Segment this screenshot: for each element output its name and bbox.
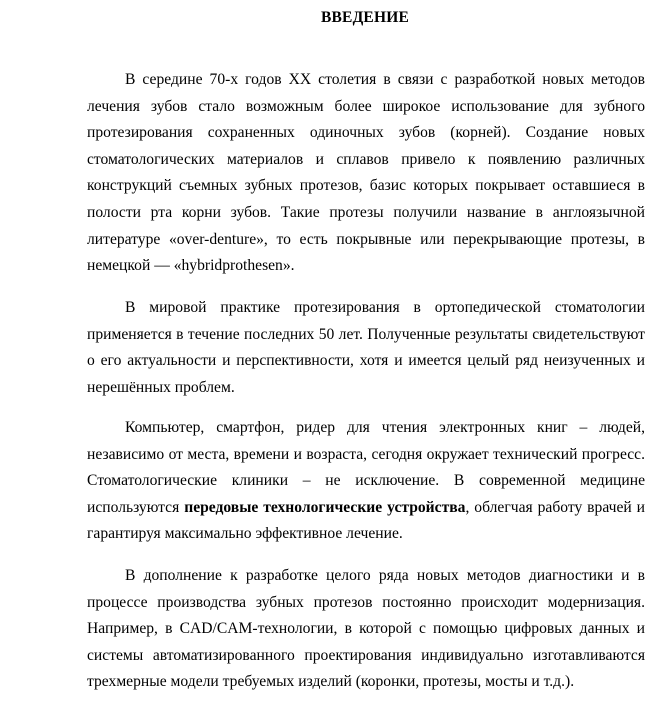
paragraph-modernization: В дополнение к разработке целого ряда новых методов диагностики и в процессе производства зубных протезов постоянно происходит модернизация. Например, в CAD/CAM-технологии, в которой с помощью цифровых данных и системы автоматизированного проектирования индивидуально изготавливаются трехмерные модели требуемых изделий (коронки, протезы, мосты и т.д.).	[87, 567, 645, 691]
bold-phrase: передовые технологические устройства	[184, 498, 466, 516]
page-title: ВВЕДЕНИЕ	[320, 9, 410, 26]
paragraph-intro: В середине 70-х годов XX столетия в связи с разработкой новых методов лечения зубов стало возможным более широкое использование для зубного протезирования сохраненных одиночных зубов (корней). Создание новых стоматологических материалов и сплавов привело к появлению различных конструкций съемных зубных протезов, базис которых покрывает оставшиеся в полости рта корни зубов. Такие протезы получили название в англоязычной литературе «over-denture», то есть покрывные или перекрывающие протезы, в немецкой — «hybridprothesen».	[87, 71, 645, 275]
paragraph-text-start: Компьютер, смартфон, ридер для чтения электронных книг – людей, независимо от места, времени и возраста, сегодня окружает технический прогресс. Стоматологические клиники – не исключение. В современной медицине используются	[87, 419, 645, 516]
paragraph-world-practice: В мировой практике протезирования в ортопедической стоматологии применяется в течение последних 50 лет. Полученные результаты свидетельствуют о его актуальности и перспективности, хотя и имеется целый ряд неизученных и нерешённых проблем.	[87, 299, 645, 396]
paragraph-technology	[87, 415, 645, 548]
paragraph-text-end: , облегчая работу врачей и гарантируя максимально эффективное лечение.	[87, 498, 646, 543]
